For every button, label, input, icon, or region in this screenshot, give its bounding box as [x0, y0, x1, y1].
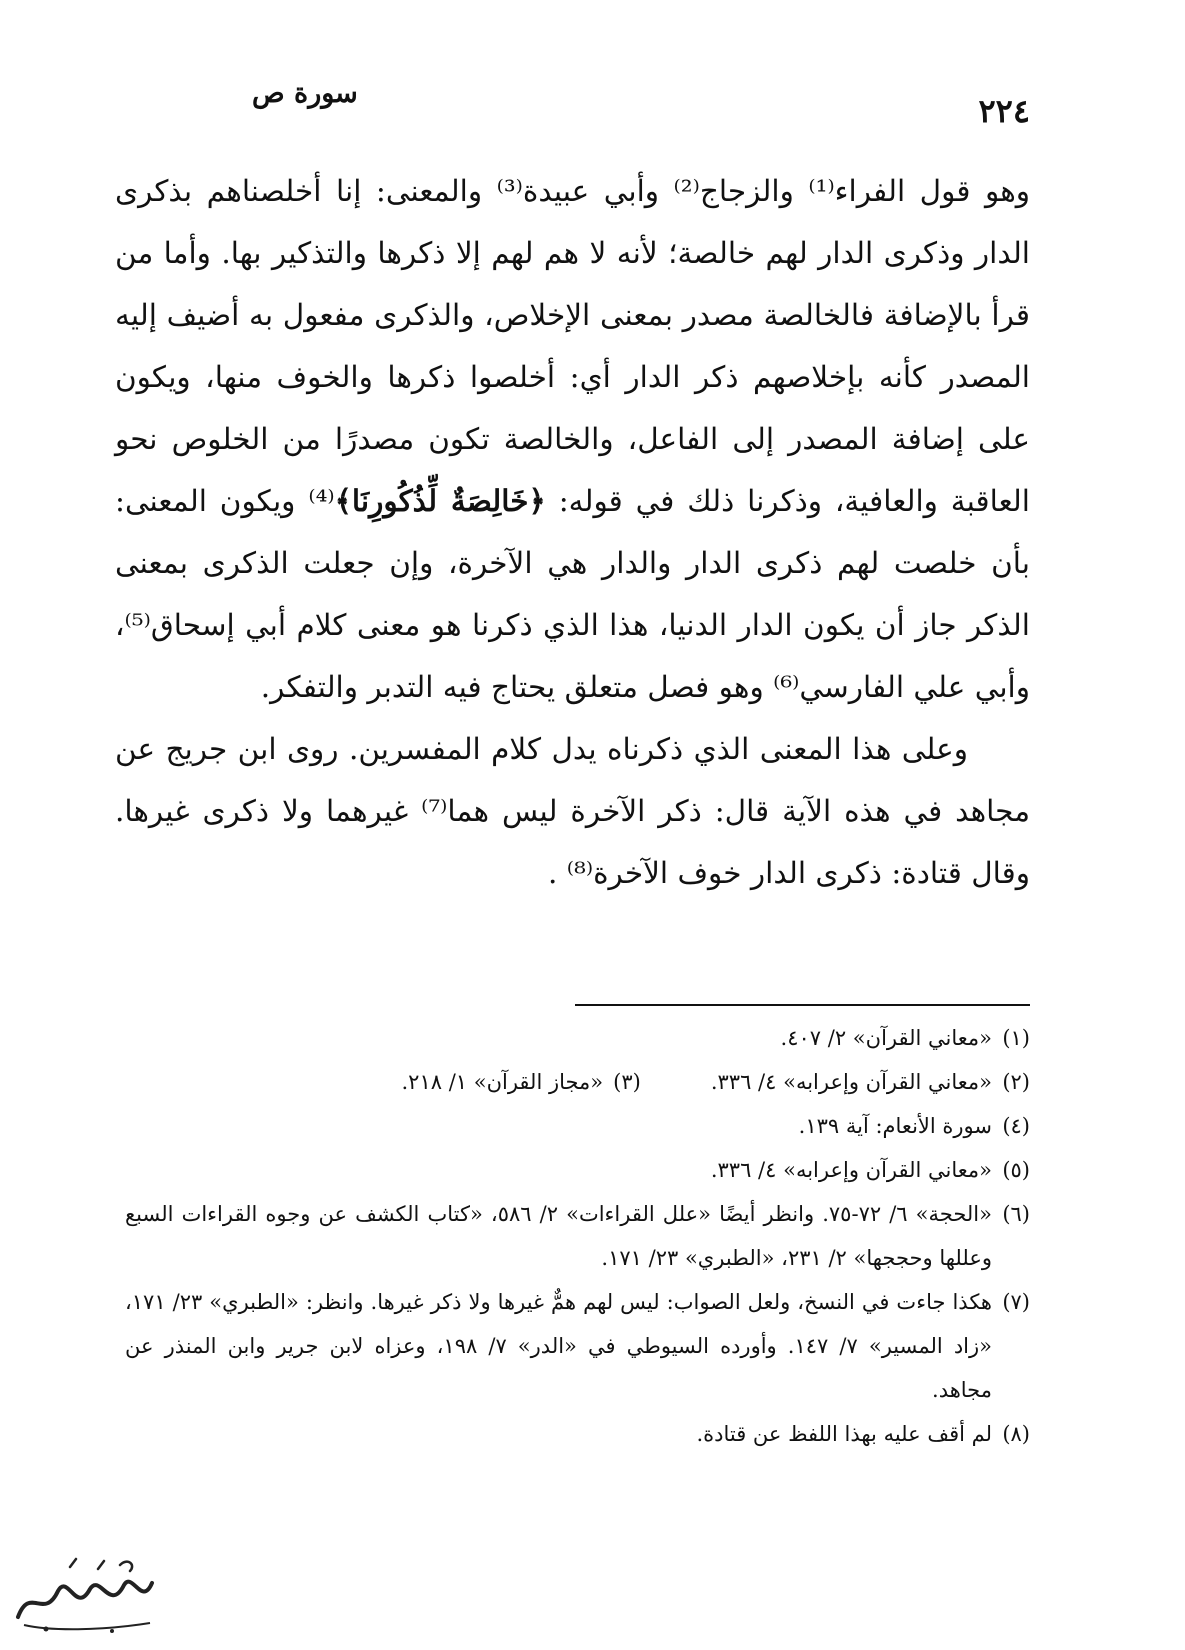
footnote-text: «مجاز القرآن» ١/ ٢١٨. [401, 1070, 604, 1094]
footnote-text: هكذا جاءت في النسخ، ولعل الصواب: ليس لهم همٌّ غيرها ولا ذكر غيرها. وانظر: «الطبري» ٢٣/ ١٧١، «زاد المسير» ٧/ ١٤٧. وأورده السيوطي في «الدر» ٧/ ١٩٨، وعزاه لابن جرير وابن المنذر عن مجاهد. [125, 1290, 992, 1402]
footnote-number: (٢) [1002, 1070, 1030, 1094]
footnote-number: (٨) [1002, 1422, 1030, 1446]
footnote-text: «معاني القرآن» ٢/ ٤٠٧. [780, 1026, 992, 1050]
surah-title: سورة ص [252, 78, 358, 109]
footnote [125, 1412, 1030, 1456]
footnote-text: سورة الأنعام: آية ١٣٩. [798, 1114, 992, 1138]
footnotes [125, 1016, 1030, 1456]
footnote [125, 1192, 1030, 1280]
page-header [252, 78, 1030, 138]
footnote [125, 1104, 1030, 1148]
main-text [115, 160, 1030, 904]
paragraph-text: وهو قول الفراء⁽¹⁾ والزجاج⁽²⁾ وأبي عبيدة⁽³⁾ والمعنى: إنا أخلصناهم بذكرى الدار وذكرى الدار لهم خالصة؛ لأنه لا هم لهم إلا ذكرها والتذكير بها. وأما من قرأ بالإضافة فالخالصة مصدر بمعنى الإخلاص، والذكرى مفعول به أضيف إليه المصدر كأنه بإخلاصهم ذكر الدار أي: أخلصوا ذكرها والخوف منها، ويكون على إضافة المصدر إلى الفاعل، والخالصة تكون مصدرًا من الخلوص نحو العاقبة والعافية، وذكرنا ذلك في قوله: [115, 174, 1030, 518]
footnote-text: لم أقف عليه بهذا اللفظ عن قتادة. [696, 1422, 992, 1446]
footnote-text: «معاني القرآن وإعرابه» ٤/ ٣٣٦. [710, 1070, 992, 1094]
quran-verse: ﴿خَالِصَةٌ لِّذُكُورِنَا﴾ [334, 483, 546, 518]
footnote-number: (٥) [1002, 1158, 1030, 1182]
footnote-text: «الحجة» ٦/ ٧٢-٧٥. وانظر أيضًا «علل القراءات» ٢/ ٥٨٦، «كتاب الكشف عن وجوه القراءات السبع وعللها وحججها» ٢/ ٢٣١، «الطبري» ٢٣/ ١٧١. [125, 1202, 992, 1270]
footnote-separator [575, 1004, 1030, 1006]
footnote-number: (٣) [613, 1070, 641, 1094]
calligraphy-logo [10, 1555, 160, 1637]
footnote [125, 1016, 1030, 1060]
footnote-number: (٧) [1002, 1290, 1030, 1314]
paragraph-text-continued: ⁽⁴⁾ ويكون المعنى: بأن خلصت لهم ذكرى الدار والدار هي الآخرة، وإن جعلت الذكرى بمعنى الذكر جاز أن يكون الدار الدنيا، هذا الذي ذكرنا هو معنى كلام أبي إسحاق⁽⁵⁾، وأبي علي الفارسي⁽⁶⁾ وهو فصل متعلق يحتاج فيه التدبر والتفكر. [115, 484, 1030, 704]
footnote-number: (٤) [1002, 1114, 1030, 1138]
footnote-text: «معاني القرآن وإعرابه» ٤/ ٣٣٦. [710, 1158, 992, 1182]
page-number: ٢٢٤ [978, 92, 1030, 130]
footnote [125, 1148, 1030, 1192]
paragraph-text: وعلى هذا المعنى الذي ذكرناه يدل كلام المفسرين. روى ابن جريج عن مجاهد في هذه الآية قال: ذكر الآخرة ليس هما⁽⁷⁾ غيرهما ولا ذكرى غيرها. وقال قتادة: ذكرى الدار خوف الآخرة⁽⁸⁾ . [115, 732, 1030, 890]
footnote [125, 1060, 1030, 1104]
paragraph [115, 160, 1030, 718]
footnote-number: (١) [1002, 1026, 1030, 1050]
footnote [125, 1280, 1030, 1412]
footnote-number: (٦) [1002, 1202, 1030, 1226]
paragraph [115, 718, 1030, 904]
